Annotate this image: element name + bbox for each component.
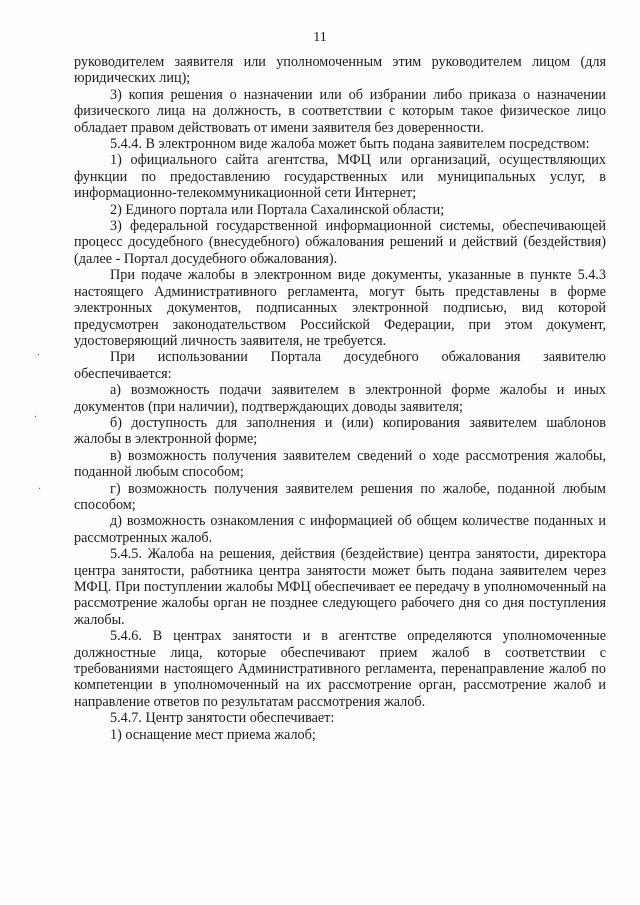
- paragraph: а) возможность подачи заявителем в электронной форме жалобы и иных документов (при наличии), подтверждающих доводы заявителя;: [74, 382, 606, 415]
- paragraph: 5.4.5. Жалоба на решения, действия (бездействие) центра занятости, директора центра занятости, работника центра занятости может быть подана заявителем через МФЦ. При поступлении жалобы МФЦ обеспечивает ее передачу в уполномоченный на рассмотрение жалобы орган не позднее следующего рабочего дня со дня поступления жалобы.: [74, 546, 606, 628]
- paragraph: г) возможность получения заявителем решения по жалобе, поданной любым способом;: [74, 480, 606, 513]
- paragraph: в) возможность получения заявителем сведений о ходе рассмотрения жалобы, поданной любым способом;: [74, 447, 606, 481]
- page-number: 11: [313, 30, 327, 45]
- margin-mark: ·: [34, 412, 38, 423]
- paragraph: руководителем заявителя или уполномоченным этим руководителем лицом (для юридических лиц);: [74, 54, 606, 87]
- paragraph: 1) оснащение мест приема жалоб;: [110, 726, 316, 743]
- margin-mark: ·: [37, 350, 41, 361]
- paragraph: 3) федеральной государственной информационной системы, обеспечивающей процесс досудебного (внесудебного) обжалования решений и действий (бездействия) (далее - Портал досудебного обжалования).: [74, 218, 606, 267]
- paragraph: 5.4.7. Центр занятости обеспечивает:: [110, 710, 335, 727]
- paragraph: 5.4.4. В электронном виде жалоба может быть подана заявителем посредством:: [110, 136, 590, 153]
- paragraph: 3) копия решения о назначении или об избрании либо приказа о назначении физического лица на должность, в соответствии с которым такое физическое лицо обладает правом действовать от имени заявителя без доверенности.: [74, 86, 606, 136]
- paragraph: 2) Единого портала или Портала Сахалинской области;: [110, 201, 445, 218]
- document-body: [74, 54, 606, 743]
- paragraph: б) доступность для заполнения и (или) копирования заявителем шаблонов жалобы в электронной форме;: [74, 414, 606, 448]
- paragraph: При подаче жалобы в электронном виде документы, указанные в пункте 5.4.3 настоящего Административного регламента, могут быть представлены в форме электронных документов, подписанных электронной подписью, вид которой предусмотрен законодательством Российской Федерации, при этом документ, удостоверяющий личность заявителя, не требуется.: [74, 267, 606, 349]
- paragraph: При использовании Портала досудебного обжалования заявителю обеспечивается:: [74, 349, 606, 382]
- paragraph: 5.4.6. В центрах занятости и в агентстве определяются уполномоченные должностные лица, которые обеспечивают прием жалоб в соответствии с требованиями настоящего Административного регламента, перенаправление жалоб по компетенции в уполномоченный на их рассмотрение орган, рассмотрение жалоб и направление ответов по результатам рассмотрения жалоб.: [74, 628, 606, 710]
- paragraph: д) возможность ознакомления с информацией об общем количестве поданных и рассмотренных жалоб.: [74, 513, 606, 546]
- paragraph: 1) официального сайта агентства, МФЦ или организаций, осуществляющих функции по предоставлению государственных или муниципальных услуг, в информационно-телекоммуникационной сети Интернет;: [74, 152, 606, 202]
- margin-mark: ·: [38, 484, 42, 495]
